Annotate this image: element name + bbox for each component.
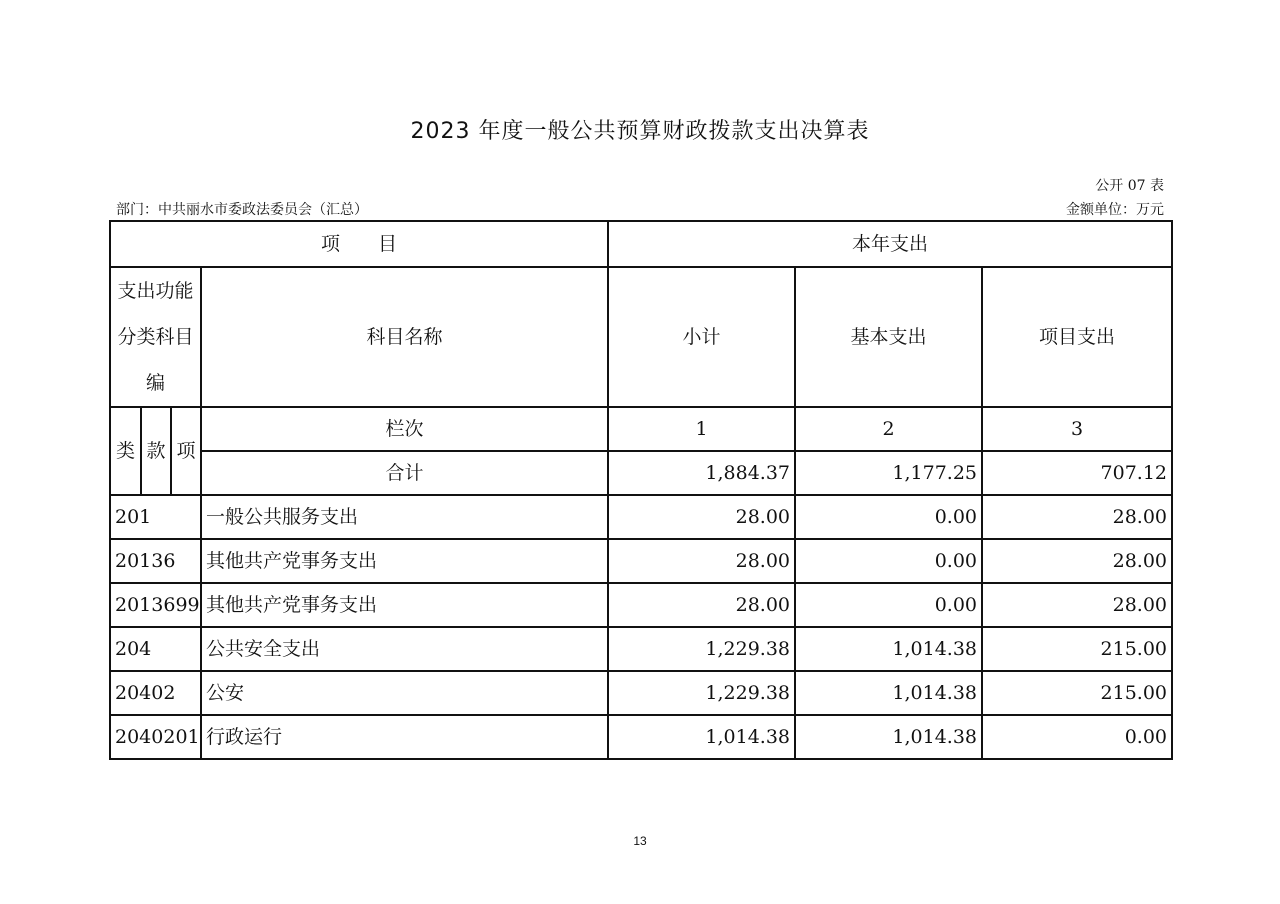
column-number-1: 1 — [608, 407, 795, 451]
header-basic: 基本支出 — [795, 267, 982, 407]
table-row — [110, 671, 1172, 715]
row-code: 201 — [110, 495, 201, 539]
table-row — [110, 539, 1172, 583]
header-code-label: 支出功能分类科目编 — [110, 267, 201, 407]
row-name: 一般公共服务支出 — [201, 495, 608, 539]
row-subtotal: 28.00 — [608, 539, 795, 583]
row-basic: 0.00 — [795, 539, 982, 583]
row-project: 28.00 — [982, 539, 1172, 583]
row-code: 20402 — [110, 671, 201, 715]
header-xiang: 项 — [171, 407, 201, 495]
header-name-label: 科目名称 — [201, 267, 608, 407]
row-subtotal: 1,229.38 — [608, 671, 795, 715]
row-subtotal: 28.00 — [608, 583, 795, 627]
row-project: 215.00 — [982, 671, 1172, 715]
header-lei: 类 — [110, 407, 141, 495]
header-row-1 — [110, 221, 1172, 267]
total-project: 707.12 — [982, 451, 1172, 495]
amount-unit: 金额单位：万元 — [1066, 202, 1164, 218]
row-name: 公安 — [201, 671, 608, 715]
table-row — [110, 495, 1172, 539]
row-name: 公共安全支出 — [201, 627, 608, 671]
table-row — [110, 715, 1172, 759]
column-order-label: 栏次 — [201, 407, 608, 451]
total-row — [110, 451, 1172, 495]
budget-table — [109, 220, 1173, 760]
row-code: 20136 — [110, 539, 201, 583]
page-title: 2023 年度一般公共预算财政拨款支出决算表 — [410, 119, 870, 144]
header-row-2 — [110, 267, 1172, 407]
row-project: 28.00 — [982, 495, 1172, 539]
row-project: 28.00 — [982, 583, 1172, 627]
row-subtotal: 1,014.38 — [608, 715, 795, 759]
header-current-year: 本年支出 — [608, 221, 1172, 267]
header-project: 项目支出 — [982, 267, 1172, 407]
department-label: 部门：中共丽水市委政法委员会（汇总） — [116, 202, 368, 218]
total-subtotal: 1,884.37 — [608, 451, 795, 495]
row-name: 其他共产党事务支出 — [201, 539, 608, 583]
row-name: 其他共产党事务支出 — [201, 583, 608, 627]
row-subtotal: 28.00 — [608, 495, 795, 539]
row-basic: 0.00 — [795, 583, 982, 627]
row-code: 2040201 — [110, 715, 201, 759]
total-basic: 1,177.25 — [795, 451, 982, 495]
page-number: 13 — [633, 834, 647, 848]
header-item: 项 目 — [110, 221, 608, 267]
column-order-row — [110, 407, 1172, 451]
header-subtotal: 小计 — [608, 267, 795, 407]
row-basic: 1,014.38 — [795, 671, 982, 715]
row-code: 204 — [110, 627, 201, 671]
total-label: 合计 — [201, 451, 608, 495]
row-project: 0.00 — [982, 715, 1172, 759]
row-project: 215.00 — [982, 627, 1172, 671]
row-basic: 1,014.38 — [795, 715, 982, 759]
row-name: 行政运行 — [201, 715, 608, 759]
column-number-3: 3 — [982, 407, 1172, 451]
header-kuan: 款 — [141, 407, 171, 495]
row-code: 2013699 — [110, 583, 201, 627]
row-basic: 1,014.38 — [795, 627, 982, 671]
table-row — [110, 627, 1172, 671]
row-basic: 0.00 — [795, 495, 982, 539]
form-number: 公开 07 表 — [1095, 178, 1164, 194]
table-row — [110, 583, 1172, 627]
row-subtotal: 1,229.38 — [608, 627, 795, 671]
column-number-2: 2 — [795, 407, 982, 451]
